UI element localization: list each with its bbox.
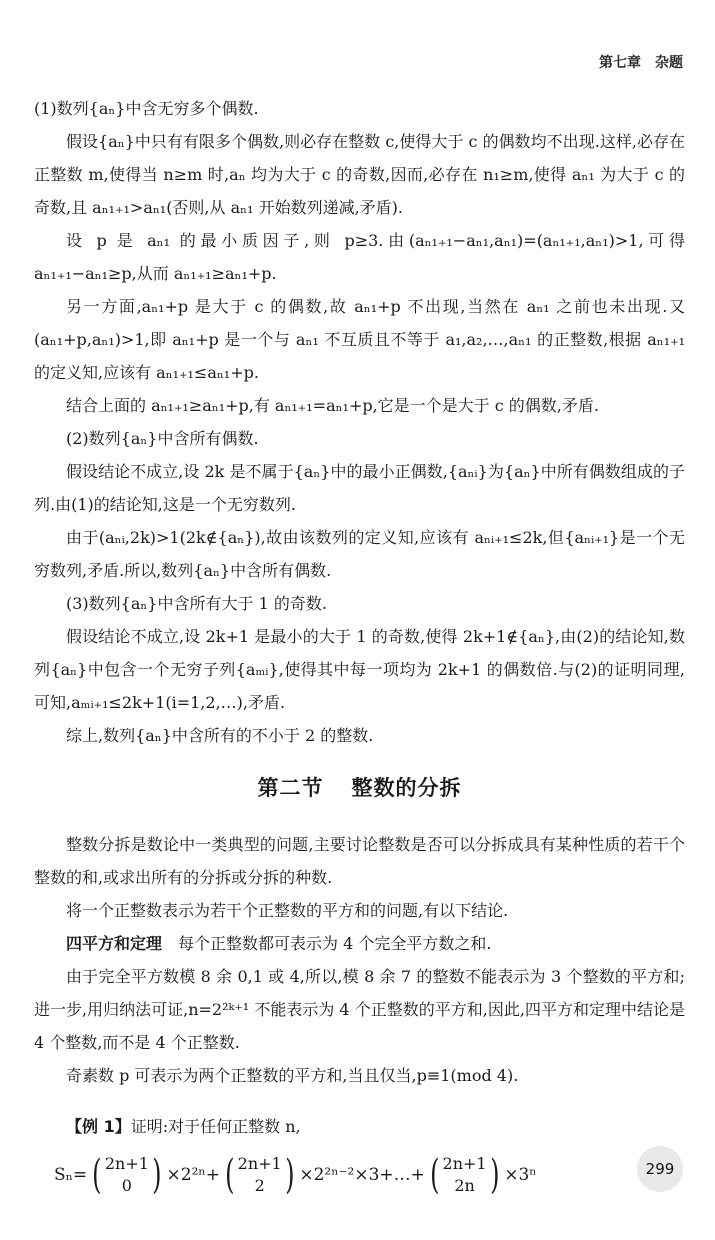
theorem [34, 927, 685, 960]
paragraph: 将一个正整数表示为若干个正整数的平方和的问题,有以下结论. [66, 901, 509, 920]
chapter-header: 第七章 杂题 [599, 55, 683, 71]
binom-bottom: 2 [254, 1176, 265, 1195]
binomial-3: ( 2n+1 2n ) [430, 1152, 500, 1198]
section-title [34, 766, 685, 810]
binom-bottom: 2n [454, 1176, 475, 1195]
binomial-1: ( 2n+1 0 ) [92, 1152, 162, 1198]
paragraph: 整数分拆是数论中一类典型的问题,主要讨论整数是否可以分拆成具有某种性质的若干个整数的和,或求出所有的分拆或分拆的种数. [34, 835, 685, 887]
theorem-label: 四平方和定理 [66, 934, 163, 953]
paragraph: 由于完全平方数模 8 余 0,1 或 4,所以,模 8 余 7 的整数不能表示为 3 个整数的平方和;进一步,用归纳法可证,n=2²ᵏ⁺¹ 不能表示为 4 个正整数的平方和,因此,四平方和定理中结论是 4 个整数,而不是 4 个正整数. [34, 967, 685, 1052]
page-body [34, 92, 685, 1197]
paragraph: 综上,数列{aₙ}中含所有的不小于 2 的整数. [66, 726, 374, 745]
section-number: 第二节 [257, 776, 324, 800]
formula-term: ×2²ⁿ⁻²×3+…+ [299, 1165, 425, 1185]
paragraph: 假设{aₙ}中只有有限多个偶数,则必存在整数 c,使得大于 c 的偶数均不出现.这样,必存在正整数 m,使得当 n≥m 时,aₙ 均为大于 c 的奇数,因而,必存在 n₁≥m,使得 aₙ₁ 为大于 c 的奇数,且 aₙ₁₊₁>aₙ₁(否则,从 aₙ₁ 开始数列递减,矛盾). [34, 132, 685, 217]
paragraph: 假设结论不成立,设 2k+1 是最小的大于 1 的奇数,使得 2k+1∉{aₙ},由(2)的结论知,数列{aₙ}中包含一个无穷子列{aₘᵢ},使得其中每一项均为 2k+1 的偶数倍.与(2)的证明同理,可知,aₘᵢ₊₁≤2k+1(i=1,2,…),矛盾. [34, 627, 685, 712]
paragraph: (1)数列{aₙ}中含无穷多个偶数. [34, 99, 259, 118]
paragraph: 奇素数 p 可表示为两个正整数的平方和,当且仅当,p≡1(mod 4). [66, 1066, 519, 1085]
formula [54, 1153, 685, 1197]
theorem-text: 每个正整数都可表示为 4 个完全平方数之和. [162, 934, 492, 953]
paragraph: (2)数列{aₙ}中含所有偶数. [66, 429, 259, 448]
binomial-2: ( 2n+1 2 ) [225, 1152, 295, 1198]
formula-term: ×3ⁿ [504, 1165, 537, 1185]
formula-lhs: Sₙ= [54, 1165, 88, 1185]
paragraph: (3)数列{aₙ}中含所有大于 1 的奇数. [66, 594, 327, 613]
binom-top: 2n+1 [104, 1154, 149, 1173]
page-number: 299 [637, 1146, 683, 1192]
binom-bottom: 0 [121, 1176, 132, 1195]
proof-part1 [34, 92, 685, 752]
paragraph: 假设结论不成立,设 2k 是不属于{aₙ}中的最小正偶数,{aₙᵢ}为{aₙ}中所有偶数组成的子列.由(1)的结论知,这是一个无穷数列. [34, 462, 685, 514]
formula-term: ×2²ⁿ+ [166, 1165, 221, 1185]
binom-top: 2n+1 [237, 1154, 282, 1173]
paragraph: 由于(aₙᵢ,2k)>1(2k∉{aₙ}),故由该数列的定义知,应该有 aₙᵢ₊₁≤2k,但{aₙᵢ₊₁}是一个无穷数列,矛盾.所以,数列{aₙ}中含所有偶数. [34, 528, 685, 580]
section-name: 整数的分拆 [351, 776, 462, 800]
example-statement [34, 1110, 685, 1143]
paragraph: 设 p 是 aₙ₁ 的最小质因子,则 p≥3.由(aₙ₁₊₁−aₙ₁,aₙ₁)=(aₙ₁₊₁,aₙ₁)>1,可得 aₙ₁₊₁−aₙ₁≥p,从而 aₙ₁₊₁≥aₙ₁+p. [34, 231, 685, 283]
binom-top: 2n+1 [442, 1154, 487, 1173]
example-text: 证明:对于任何正整数 n, [130, 1117, 301, 1136]
paragraph: 另一方面,aₙ₁+p 是大于 c 的偶数,故 aₙ₁+p 不出现,当然在 aₙ₁ 之前也未出现.又(aₙ₁+p,aₙ₁)>1,即 aₙ₁+p 是一个与 aₙ₁ 不互质且不等于 a₁,a₂,…,aₙ₁ 的正整数,根据 aₙ₁₊₁ 的定义知,应该有 aₙ₁₊₁≤aₙ₁+p. [34, 297, 685, 382]
paragraph: 结合上面的 aₙ₁₊₁≥aₙ₁+p,有 aₙ₁₊₁=aₙ₁+p,它是一个是大于 c 的偶数,矛盾. [66, 396, 599, 415]
example-label: 【例 1】 [66, 1117, 131, 1136]
